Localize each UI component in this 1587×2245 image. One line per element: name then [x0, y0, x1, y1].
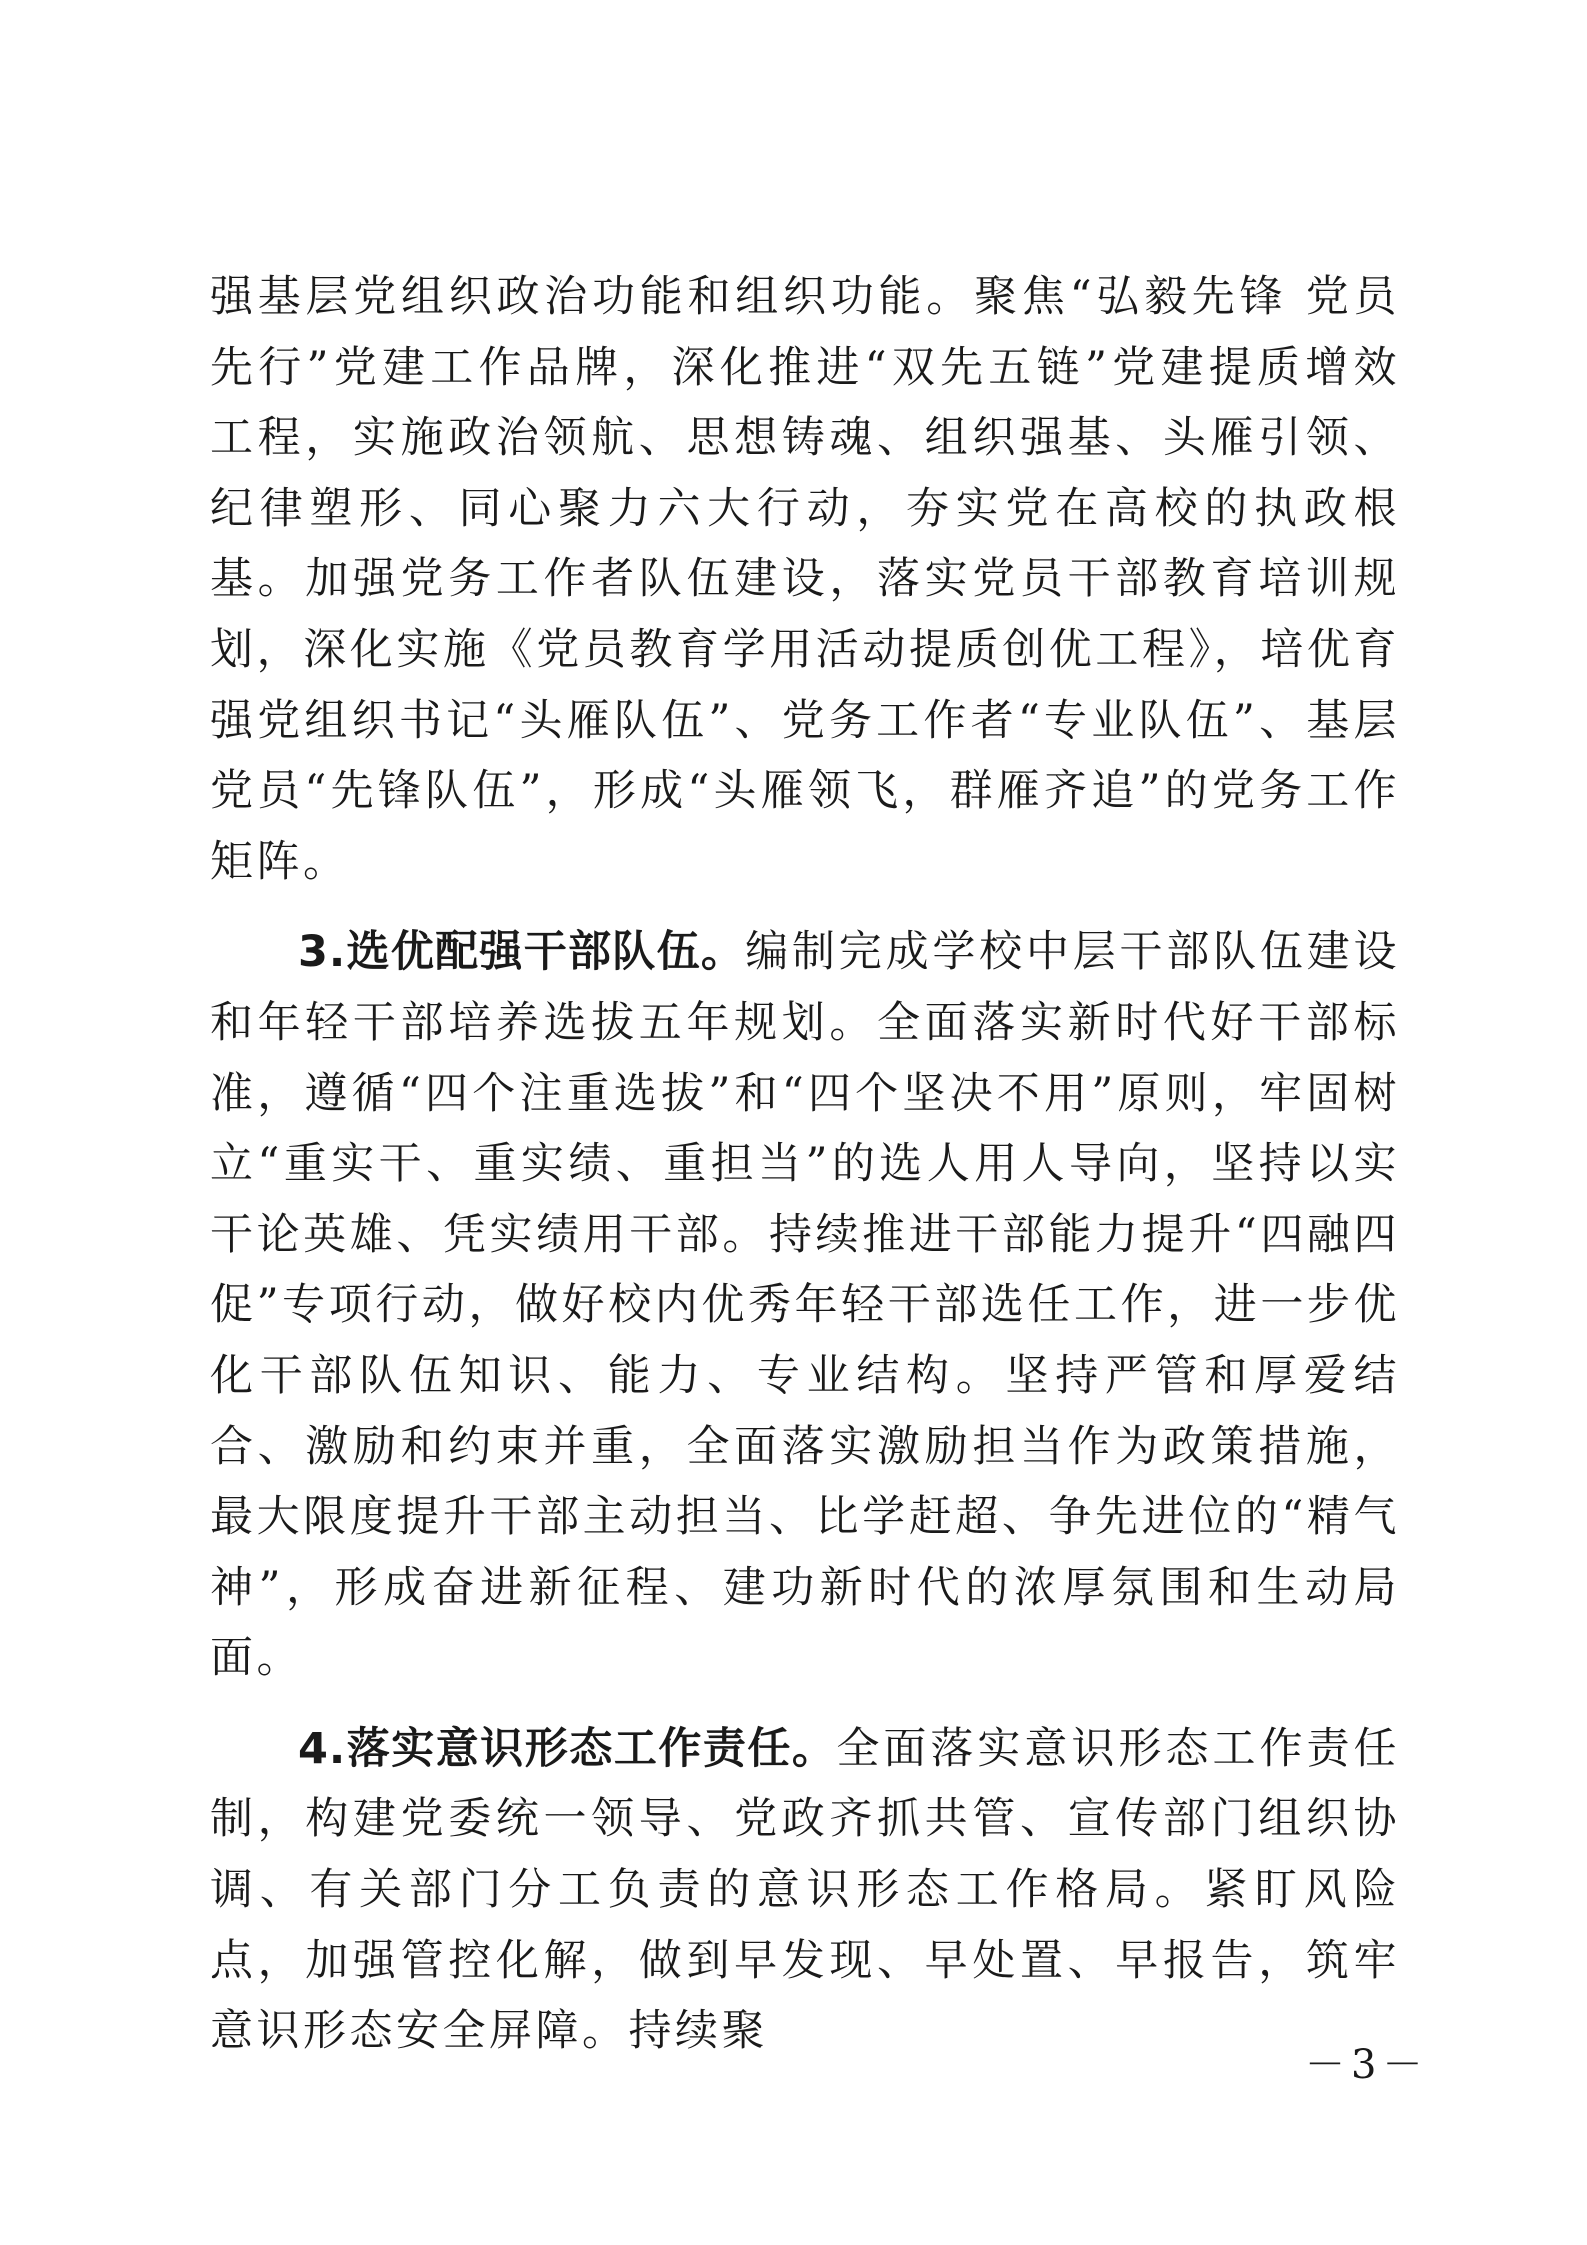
paragraph-body: 全面落实意识形态工作责任制，构建党委统一领导、党政齐抓共管、宣传部门组织协调、有关部门分工负责的意识形态工作格局。紧盯风险点，加强管控化解，做到早发现、早处置、早报告，筑牢意识形态安全屏障。持续聚	[210, 1723, 1401, 2057]
page-number: －3－	[1305, 2042, 1429, 2088]
paragraph-party-building	[210, 262, 1400, 897]
document-body	[210, 262, 1400, 2067]
paragraph-ideology-responsibility	[210, 1714, 1400, 2067]
section-heading: 3.选优配强干部队伍。	[298, 927, 746, 978]
section-heading: 4.落实意识形态工作责任。	[298, 1723, 837, 1774]
paragraph-body: 强基层党组织政治功能和组织功能。聚焦“弘毅先锋 党员先行”党建工作品牌，深化推进“双先五链”党建提质增效工程，实施政治领航、思想铸魂、组织强基、头雁引领、纪律塑形、同心聚力六大行动，夯实党在高校的执政根基。加强党务工作者队伍建设，落实党员干部教育培训规划，深化实施《党员教育学用活动提质创优工程》，培优育强党组织书记“头雁队伍”、党务工作者“专业队伍”、基层党员“先锋队伍”，形成“头雁领飞，群雁齐追”的党务工作矩阵。	[210, 272, 1400, 887]
paragraph-cadre-team	[210, 917, 1400, 1694]
paragraph-body: 编制完成学校中层干部队伍建设和年轻干部培养选拔五年规划。全面落实新时代好干部标准，遵循“四个注重选拔”和“四个坚决不用”原则，牢固树立“重实干、重实绩、重担当”的选人用人导向，坚持以实干论英雄、凭实绩用干部。持续推进干部能力提升“四融四促”专项行动，做好校内优秀年轻干部选任工作，进一步优化干部队伍知识、能力、专业结构。坚持严管和厚爱结合、激励和约束并重，全面落实激励担当作为政策措施，最大限度提升干部主动担当、比学赶超、争先进位的“精气神”，形成奋进新征程、建功新时代的浓厚氛围和生动局面。	[210, 927, 1400, 1684]
